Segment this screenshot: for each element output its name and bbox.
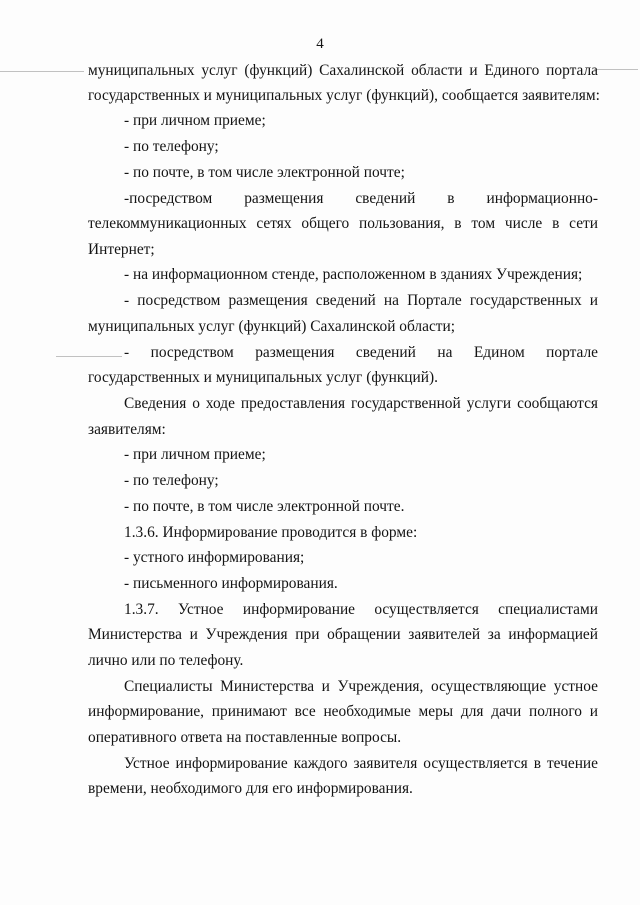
text-line: - письменного информирования. xyxy=(124,575,338,592)
text-line: лично или по телефону. xyxy=(88,652,244,669)
text-line: муниципальных услуг (функций) Сахалинской области и Единого портала xyxy=(88,62,598,79)
text-line: Устное информирование каждого заявителя осуществляется в течение xyxy=(124,755,598,772)
text-line: - устного информирования; xyxy=(124,549,305,566)
text-line: - по почте, в том числе электронной почте. xyxy=(124,498,405,515)
text-line: - при личном приеме; xyxy=(124,112,266,129)
text-line: - посредством размещения сведений на Портале государственных и xyxy=(124,292,598,309)
text-line: Сведения о ходе предоставления государственной услуги сообщаются xyxy=(124,395,598,412)
text-line: времени, необходимого для его информирования. xyxy=(88,780,413,797)
scan-artifact xyxy=(56,356,122,357)
scan-artifact xyxy=(594,69,638,70)
text-line: 1.3.6. Информирование проводится в форме: xyxy=(124,524,418,541)
text-line: государственных и муниципальных услуг (функций). xyxy=(88,369,438,386)
text-line: Специалисты Министерства и Учреждения, осуществляющие устное xyxy=(124,678,598,695)
page-number: 4 xyxy=(316,36,324,52)
text-line: - посредством размещения сведений на Едином портале xyxy=(124,344,598,361)
text-line: Министерства и Учреждения при обращении заявителей за информацией xyxy=(88,626,598,643)
text-line: муниципальных услуг (функций) Сахалинской области; xyxy=(88,318,456,335)
text-line: - по почте, в том числе электронной почте; xyxy=(124,164,405,181)
text-line: - по телефону; xyxy=(124,138,219,155)
text-line: телекоммуникационных сетях общего пользования, в том числе в сети xyxy=(88,215,598,232)
text-line: - при личном приеме; xyxy=(124,446,266,463)
scan-artifact xyxy=(0,71,84,72)
text-line: - на информационном стенде, расположенном в зданиях Учреждения; xyxy=(124,266,583,283)
text-line: государственных и муниципальных услуг (функций), сообщается заявителям: xyxy=(88,87,600,104)
text-line: оперативного ответа на поставленные вопросы. xyxy=(88,729,402,746)
text-line: 1.3.7. Устное информирование осуществляется специалистами xyxy=(124,601,598,618)
text-line: информирование, принимают все необходимые меры для дачи полного и xyxy=(88,703,598,720)
text-line: -посредством размещения сведений в информационно- xyxy=(124,190,598,207)
text-line: - по телефону; xyxy=(124,472,219,489)
text-line: Интернет; xyxy=(88,241,155,258)
text-line: заявителям: xyxy=(88,421,166,438)
